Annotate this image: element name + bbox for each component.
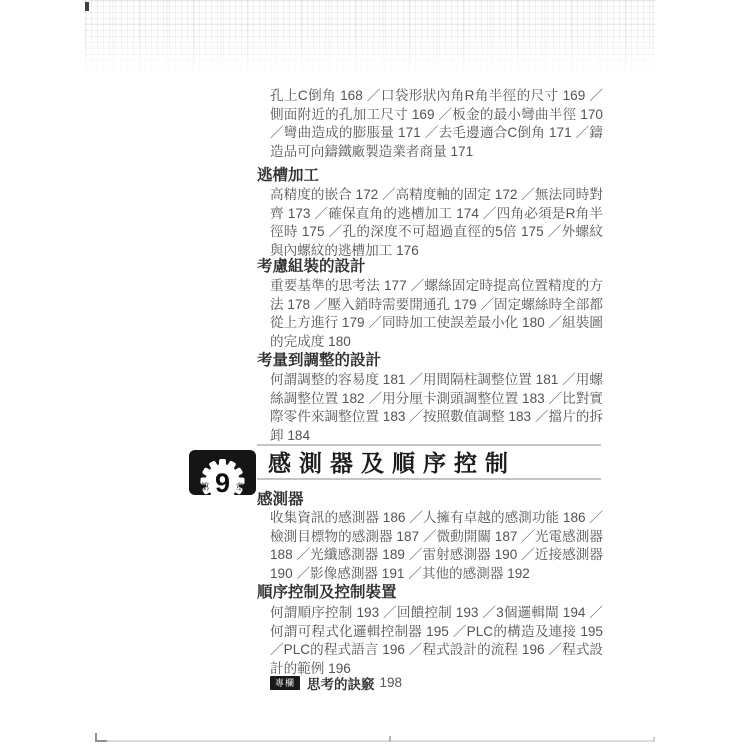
page-bottom-edge <box>95 740 655 742</box>
scan-edge-mark-top <box>85 2 89 11</box>
column-entry <box>270 675 603 690</box>
section-heading: 考量到調整的設計 <box>257 352 382 369</box>
chapter-badge-suffix: 章 <box>235 482 245 492</box>
chapter-badge-prefix: 第 <box>200 482 210 492</box>
scan-mid-tick <box>389 736 391 742</box>
toc-entries: 何謂順序控制 193 ／回饋控制 193 ／3個邏輯閘 194 ／何謂可程式化邏輯控制器 195 ／PLC的構造及連接 195 ／PLC的程式語言 196 ／程式設計的流程 196 ／程式設計的範例 196 <box>270 605 603 676</box>
toc-entries: 高精度的嵌合 172 ／高精度軸的固定 172 ／無法同時對齊 173 ／確保直角的逃槽加工 174 ／四角必須是R角半徑時 175 ／孔的深度不可超過直徑的5倍 175 ／外螺紋與內螺紋的逃槽加工 176 <box>270 187 603 258</box>
section-heading: 考慮組裝的設計 <box>257 258 366 275</box>
scan-right-tick <box>653 737 655 742</box>
section-heading: 順序控制及控制裝置 <box>257 584 397 601</box>
toc-entries: 何謂調整的容易度 181 ／用間隔柱調整位置 181 ／用螺絲調整位置 182 ／用分厘卡測頭調整位置 183 ／比對實際零件來調整位置 183 ／按照數值調整 183 ／擋片的拆卸 184 <box>270 372 603 443</box>
chapter-gear-icon <box>189 450 256 495</box>
chapter-badge <box>189 450 256 495</box>
column-badge: 專欄 <box>270 676 300 690</box>
toc-entries-continuation: 孔上C倒角 168 ／口袋形狀內角R角半徑的尺寸 169 ／側面附近的孔加工尺寸 169 ／板金的最小彎曲半徑 170 ／彎曲造成的膨脹量 171 ／去毛邊適合C倒角 171 ／鑄造品可向鑄鐵廠製造業者商量 171 <box>270 88 603 159</box>
scan-corner-mark-horizontal <box>95 740 107 742</box>
chapter-title: 感測器及順序控制 <box>268 450 516 476</box>
chapter-rule-top <box>257 444 601 446</box>
toc-entries: 收集資訊的感測器 186 ／人擁有卓越的感測功能 186 ／檢測目標物的感測器 187 ／微動開關 187 ／光電感測器 188 ／光纖感測器 189 ／雷射感測器 190 ／近接感測器 190 ／影像感測器 191 ／其他的感測器 192 <box>270 510 603 581</box>
chapter-number: 9 <box>214 468 231 495</box>
chapter-rule-bottom <box>257 478 601 480</box>
section-heading: 感測器 <box>257 491 304 508</box>
column-title: 思考的訣竅 <box>307 676 375 692</box>
scan-paper-texture <box>85 0 655 80</box>
toc-entries: 重要基準的思考法 177 ／螺絲固定時提高位置精度的方法 178 ／壓入銷時需要開通孔 179 ／固定螺絲時全部都從上方進行 179 ／同時加工使誤差最小化 180 ／組裝圖的完成度 180 <box>270 278 603 349</box>
column-page-number: 198 <box>379 675 403 690</box>
section-heading: 逃槽加工 <box>257 167 320 184</box>
